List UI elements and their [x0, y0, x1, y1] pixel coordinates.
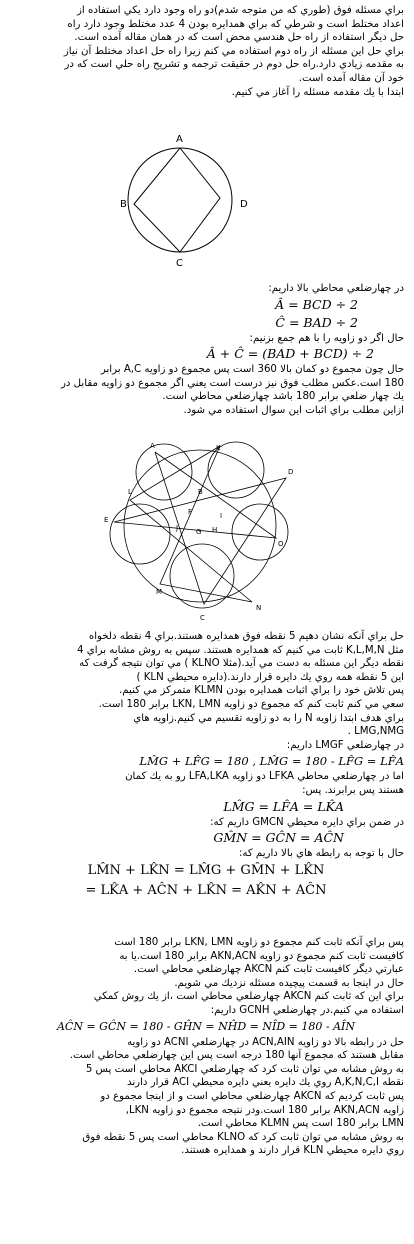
- text-line: سعي مي كنم ثابت كنم كه مجموع دو زاويه LKN, LMN برابر 180 است.: [98, 698, 404, 710]
- text-line: 180 است.عكس مطلب فوق نيز درست است يعني اگر مجموع دو زاويه مقابل در: [60, 377, 404, 389]
- equation: = LK̂A + AĈN + LK̂N = AK̂N + AĈN: [85, 882, 327, 898]
- intro-line: حل ديگر استفاده از راه حل هندسي محض است كه در همان مقاله آمده است.: [74, 32, 404, 44]
- text-line: به روش مشابه مي توان ثابت كرد كه چهارضلعي AKCI محاطي است پس 5: [85, 1063, 404, 1075]
- section-cyclic-intro: [8, 282, 404, 418]
- intro-line: خود آن مقاله آمده است.: [298, 72, 404, 84]
- label-f: F: [188, 508, 193, 516]
- text-line: براي هدف ابتدا زاويه N را به دو زاويه تقسيم مي كنيم.زاويه هاي: [133, 712, 404, 724]
- text-line: هستند پس برابرند. پس:: [302, 784, 404, 796]
- label-b: B: [120, 199, 127, 210]
- equation: Ĉ = BAD ÷ 2: [275, 314, 358, 330]
- label-i: I: [220, 512, 223, 520]
- section-proof-part2: [8, 936, 404, 1158]
- text-line: براي اين كه ثابت كنم AKCN چهارضلعي محاطي است ،از يك روش كمكي: [93, 991, 404, 1003]
- label-c: C: [176, 258, 183, 269]
- text-line: حال در اينجا به قسمت پيچيده مسئله نزديك مي شويم.: [174, 977, 404, 989]
- text-line: اين 5 نقطه همه روي يك دايره قرار دارند.(دايره محيطي KLN ): [136, 671, 404, 683]
- text-line: نقطه ديگر اين مسئله به دست مي آيد.(مثلا KLNO ) مي توان نتيجه گرفت كه: [79, 658, 404, 670]
- text-line: در چهارضلعي محاطي بالا داريم:: [268, 283, 404, 294]
- text-line: كافيست ثابت كنم مجموع دو زاويه AKN,ACN برابر 180 است.يا به: [119, 950, 404, 962]
- label-e: E: [104, 516, 109, 524]
- label-h: H: [212, 526, 218, 534]
- equation: LM̂N + LK̂N = LM̂G + GM̂N + LK̂N: [87, 862, 325, 878]
- text-line: عبارتي ديگر كافيست ثابت كنم AKCN چهارضلعي محاطي است.: [133, 964, 404, 976]
- text-line: حال اگر دو زاويه را با هم جمع بزنيم:: [249, 332, 404, 344]
- text-line: اما در چهارضلعي محاطي LFKA دو زاويه LFA,LKA رو به يك كمان: [125, 771, 404, 783]
- label-n: N: [256, 604, 262, 612]
- circle-1: [124, 450, 276, 602]
- intro-line: براي مسئله فوق (طوري كه من متوجه شدم)دو راه وجود دارد يكي استفاده از: [77, 5, 404, 16]
- equation: LM̂G = LF̂A = LK̂A: [223, 798, 344, 814]
- label-k: K: [216, 444, 221, 452]
- figure-cyclic-quadrilateral: [110, 128, 270, 270]
- intro-paragraph: [8, 4, 404, 99]
- label-l: L: [128, 488, 132, 496]
- text-line: نقطه A,K,N,C,I روي يك دايره يعني دايره محيطي ACI قرار دارند: [127, 1077, 404, 1089]
- text-line: روي دايره محيطي KLN قرار دارند و همدايره هستند.: [181, 1145, 404, 1157]
- label-o: O: [278, 540, 284, 548]
- equation: Â + Ĉ = (BAD + BCD) ÷ 2: [206, 346, 374, 362]
- circle-5: [110, 504, 170, 564]
- equation: LM̂G + LF̂G = 180 , LM̂G = 180 - LF̂G = LF̂A: [139, 754, 404, 769]
- text-line: پس تلاش خود را براي اثبات همدايره بودن KLMN متمركز مي كنيم.: [119, 685, 404, 697]
- label-b: B: [198, 488, 203, 496]
- intro-line: اعداد مختلط است و شرطي كه براي همدايره بودن 4 عدد مختلط وجود دارد راه: [67, 18, 404, 30]
- text-line: حل براي آنكه نشان دهيم 5 نقطه فوق همدايره هستند.براي 4 نقطه دلخواه: [88, 631, 404, 642]
- text-line: زاويه AKN,ACN برابر 180 است.ودر نتيجه مجموع دو زاويه LKN,: [125, 1104, 404, 1116]
- figure-pentagram-circles: [100, 434, 300, 624]
- section-proof-part1: [8, 630, 404, 901]
- circumcircle: [128, 148, 232, 252]
- label-g: G: [196, 528, 202, 536]
- equation: Â = BCD ÷ 2: [275, 296, 358, 312]
- label-c: C: [200, 614, 205, 622]
- text-line: حال چون مجموع دو كمان بالا 360 است پس مجموع دو زاويه A,C برابر: [100, 364, 404, 376]
- text-line: مقابل هستند كه مجموع آنها 180 درجه است پس اين چهارضلعي محاطي است.: [69, 1050, 404, 1062]
- label-m: M: [156, 588, 163, 596]
- text-line: استفاده مي كنيم.در چهارضلعي GCNH داريم:: [210, 1004, 404, 1016]
- text-line: به روش مشابه مي توان ثابت كرد كه KLNO محاطي است پس 5 نقطه فوق: [82, 1131, 404, 1143]
- text-line: حل در رابطه بالا دو زاويه ACN,AIN در چهارضلعي ACNI دو زاويه: [127, 1036, 404, 1048]
- text-line: پس براي آنكه ثابت كنم مجموع دو زاويه LKN, LMN برابر 180 است: [114, 937, 404, 948]
- text-line: در ضمن براي دايره محيطي GMCN داريم كه:: [210, 816, 404, 828]
- label-d: D: [288, 468, 294, 476]
- equation: AĈN = GĈN = 180 - GĤN = NĤD = NÎD = 180 - AÎN: [56, 1019, 356, 1033]
- label-a: A: [176, 134, 183, 145]
- text-line: پس ثابت كرديم كه AKCN چهارضلعي محاطي است و از اينجا مجموع دو: [100, 1090, 404, 1102]
- intro-line: ابتدا با يك مقدمه مسئله را آغاز مي كنيم.: [231, 86, 404, 98]
- text-line: LMN برابر 180 است پس KLMN محاطي است.: [197, 1118, 404, 1130]
- text-line: LMG,NMG .: [347, 726, 404, 738]
- label-d: D: [240, 199, 248, 210]
- label-a: A: [150, 442, 155, 450]
- intro-line: به مقدمه زيادي دارد.راه حل دوم در حقيقت ترجمه و تشريح راه حلي است كه در: [64, 59, 404, 71]
- label-j: J: [176, 524, 179, 532]
- text-line: در چهارضلعي LMGF داريم:: [286, 739, 404, 751]
- intro-line: براي حل اين مسئله از راه دوم استفاده مي كنم زيرا راه حل اعداد مختلط آن نياز: [63, 45, 404, 57]
- inscribed-quadrilateral: [134, 148, 220, 252]
- equation: GM̂N = GĈN = AĈN: [213, 830, 344, 846]
- text-line: حال با توجه به رابطه هاي بالا داريم كه:: [238, 848, 404, 860]
- text-line: مثل K,L,M,N ثابت مي كنيم كه همدايره هستند. سپس به روش مشابه براي 4: [77, 644, 404, 656]
- text-line: يك چهار ضلعي برابر 180 باشد چهارضلعي محاطي است.: [162, 391, 404, 403]
- text-line: ازاين مطلب براي اثبات اين سوال استفاده مي شود.: [183, 404, 404, 416]
